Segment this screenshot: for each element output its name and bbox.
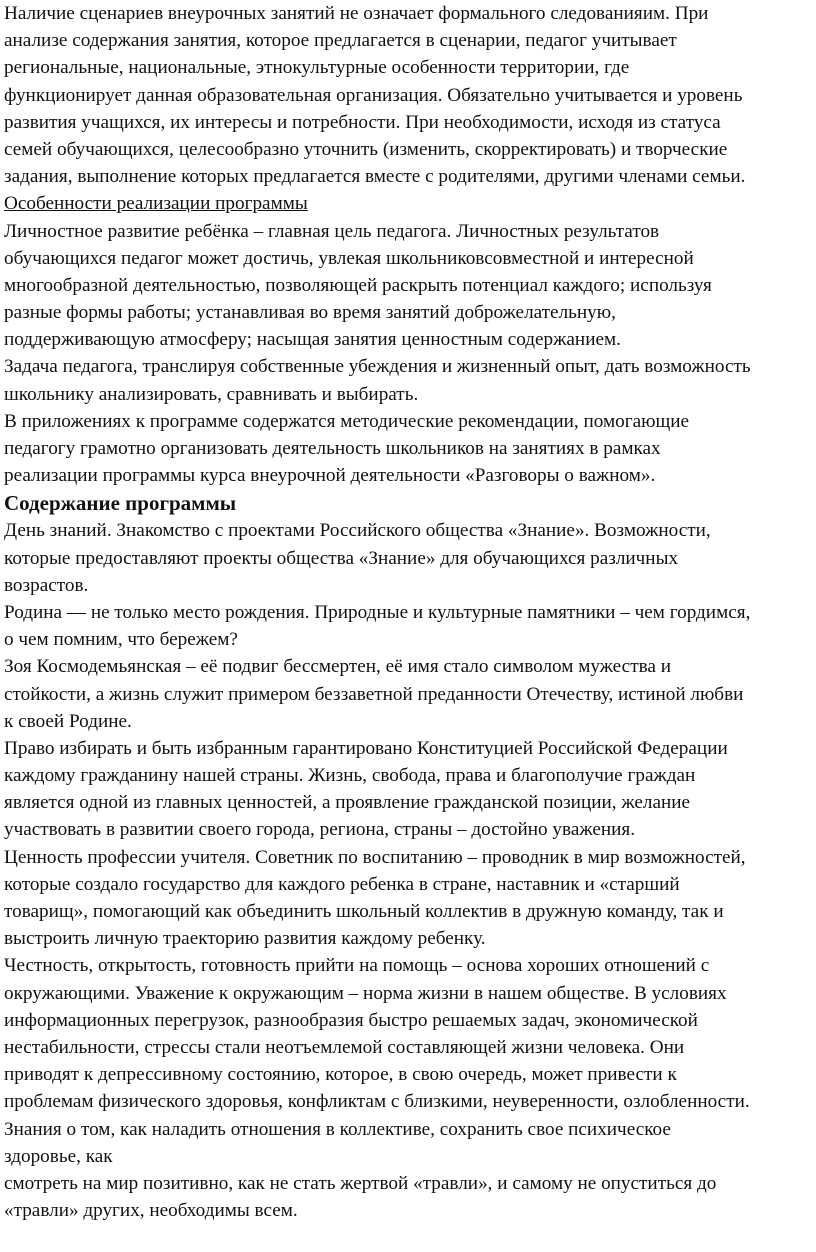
text-line: стойкости, а жизнь служит примером беззаветной преданности Отечеству, истиной любви (4, 683, 744, 705)
text-line: Задача педагога, транслируя собственные убеждения и жизненный опыт, дать возможность (4, 356, 751, 378)
paragraph-features (4, 218, 812, 354)
text-line: многообразной деятельностью, позволяющей раскрыть потенциал каждого; используя (4, 274, 712, 296)
text-line: к своей Родине. (4, 710, 132, 732)
paragraph-intro (4, 0, 812, 190)
text-line: реализации программы курса внеурочной деятельности «Разговоры о важном». (4, 465, 656, 487)
text-line: педагогу грамотно организовать деятельность школьников на занятиях в рамках (4, 438, 661, 459)
text-line: возрастов. (4, 574, 89, 596)
paragraph-appendix (4, 408, 812, 490)
text-line: анализе содержания занятия, которое предлагается в сценарии, педагог учитывает (4, 30, 677, 52)
text-line: приводят к депрессивному состоянию, которое, в свою очередь, может привести к (4, 1064, 677, 1086)
text-line: проблемам физического здоровья, конфликтам с близкими, неуверенности, озлобленности. (4, 1091, 750, 1113)
text-line: обучающихся педагог может достичь, увлекая школьниковсовместной и интересной (4, 247, 694, 269)
paragraph-motherland (4, 599, 812, 653)
text-line: каждому гражданину нашей страны. Жизнь, свобода, права и благополучие граждан (4, 765, 696, 787)
paragraph-knowledge-day (4, 517, 812, 599)
text-line: «травли» других, необходимы всем. (4, 1200, 298, 1222)
text-line: которые создало государство для каждого ребенка в стране, наставник и «старший (4, 873, 680, 895)
paragraph-elections (4, 735, 812, 844)
text-line: выстроить личную траекторию развития каждому ребенку. (4, 928, 486, 950)
text-line: является одной из главных ценностей, а проявление гражданской позиции, желание (4, 792, 691, 814)
text-line: Зоя Космодемьянская – её подвиг бессмертен, её имя стало символом мужества и (4, 656, 671, 678)
text-line: Знания о том, как наладить отношения в коллективе, сохранить свое психическое (4, 1118, 671, 1140)
text-line: нестабильности, стрессы стали неотъемлемой составляющей жизни человека. Они (4, 1036, 685, 1058)
text-line: Родина — не только место рождения. Природные и культурные памятники – чем гордимся, (4, 601, 751, 623)
text-line: здоровье, как (4, 1145, 113, 1167)
text-line: товарищ», помогающий как объединить школьный коллектив в дружную команду, так и (4, 901, 724, 922)
text-line: о чем помним, что бережем? (4, 629, 238, 651)
text-line: региональные, национальные, этнокультурные особенности территории, где (4, 57, 630, 79)
section-heading-features: Особенности реализации программы (4, 193, 308, 215)
text-line: В приложениях к программе содержатся методические рекомендации, помогающие (4, 410, 690, 432)
paragraph-task (4, 353, 812, 407)
text-line: Наличие сценариев внеурочных занятий не означает формального следованияим. При (4, 3, 709, 24)
text-line: Ценность профессии учителя. Советник по воспитанию – проводник в мир возможностей, (4, 846, 746, 868)
text-line: окружающими. Уважение к окружающим – норма жизни в нашем обществе. В условиях (4, 982, 727, 1004)
paragraph-relations (4, 1116, 812, 1225)
text-line: школьнику анализировать, сравнивать и выбирать. (4, 383, 419, 405)
text-line: Честность, открытость, готовность прийти на помощь – основа хороших отношений с (4, 955, 710, 977)
text-line: информационных перегрузок, разнообразия быстро решаемых задач, экономической (4, 1009, 698, 1031)
text-line: участвовать в развитии своего города, региона, страны – достойно уважения. (4, 819, 636, 841)
paragraph-zoya (4, 653, 812, 735)
text-line: задания, выполнение которых предлагается вместе с родителями, другими членами семьи. (4, 166, 746, 188)
text-line: поддерживающую атмосферу; насыщая занятия ценностным содержанием. (4, 329, 621, 351)
text-line: развития учащихся, их интересы и потребности. При необходимости, исходя из статуса (4, 111, 721, 133)
paragraph-honesty (4, 952, 812, 1115)
text-line: функционирует данная образовательная организация. Обязательно учитывается и уровень (4, 84, 743, 106)
text-line: семей обучающихся, целесообразно уточнить (изменить, скорректировать) и творческие (4, 138, 728, 160)
text-line: смотреть на мир позитивно, как не стать жертвой «травли», и самому не опуститься до (4, 1172, 717, 1194)
section-heading-content: Содержание программы (4, 491, 237, 516)
text-line: разные формы работы; устанавливая во время занятий доброжелательную, (4, 302, 616, 324)
paragraph-teacher (4, 844, 812, 953)
text-line: Личностное развитие ребёнка – главная цель педагога. Личностных результатов (4, 220, 660, 242)
text-line: которые предоставляют проекты общества «Знание» для обучающихся различных (4, 547, 679, 569)
text-line: День знаний. Знакомство с проектами Российского общества «Знание». Возможности, (4, 520, 711, 542)
text-line: Право избирать и быть избранным гарантировано Конституцией Российской Федерации (4, 737, 728, 759)
